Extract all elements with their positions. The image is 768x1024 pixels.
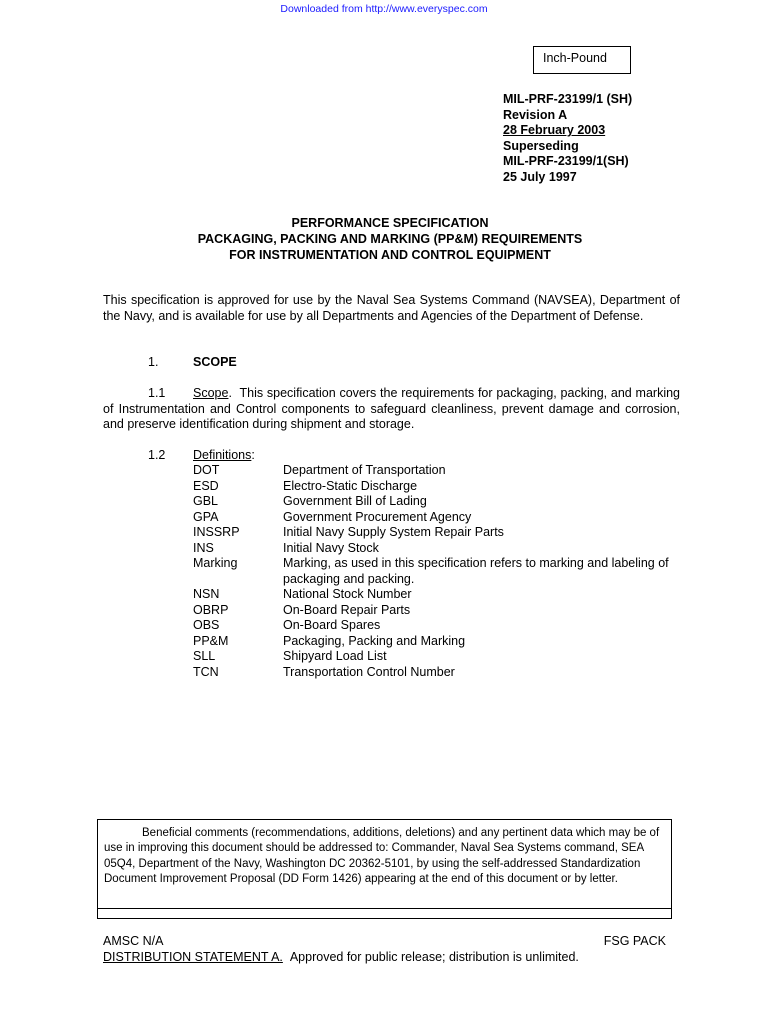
document-identifier [503,92,632,186]
definition-row [193,479,681,495]
definition-term: INSSRP [193,525,240,539]
definition-meaning: On-Board Repair Parts [283,602,411,617]
section-1-1-number: 1.1 [148,386,166,400]
doc-date: 28 February 2003 [503,123,606,138]
definition-row [193,587,681,603]
definition-term: INS [193,540,214,555]
definition-meaning: Marking, as used in this specification refers to marking and labeling of packaging and packing. [283,556,669,586]
definition-row [193,556,681,587]
definition-meaning: Government Bill of Lading [283,494,427,508]
definition-meaning: On-Board Spares [283,618,381,632]
definition-row [193,463,681,479]
definition-meaning: Department of Transportation [283,463,446,477]
definition-term: OBS [193,618,220,632]
section-1-title: SCOPE [193,355,237,369]
definition-row [193,634,681,650]
definition-row [193,618,681,634]
definition-term: Marking [193,556,238,570]
comments-box [97,819,672,919]
unit-system-box: Inch-Pound [533,46,631,74]
definition-row [193,510,681,526]
definition-term: GPA [193,509,219,524]
section-1-1-heading: Scope [193,386,229,400]
definition-term: NSN [193,587,220,601]
definition-meaning: National Stock Number [283,587,412,601]
definition-meaning: Shipyard Load List [283,649,387,663]
definition-row [193,649,681,665]
section-1-number: 1. [148,355,159,369]
definition-meaning: Initial Navy Stock [283,540,379,555]
definition-term: DOT [193,463,220,477]
distribution-statement [103,950,579,964]
download-link[interactable]: Downloaded from http://www.everyspec.com [280,3,488,15]
distribution-label: DISTRIBUTION STATEMENT A. [103,950,283,964]
definition-term: OBRP [193,602,229,617]
doc-number: MIL-PRF-23199/1 (SH) [503,92,633,106]
section-1-2-heading: Definitions: [193,448,255,462]
definition-meaning: Electro-Static Discharge [283,478,418,493]
superseded-doc-date: 25 July 1997 [503,169,577,184]
distribution-text: Approved for public release; distribution is unlimited. [289,950,579,964]
definition-meaning: Transportation Control Number [283,664,455,679]
definition-row [193,665,681,681]
section-1-1-paragraph: Scope. This specification covers the requirements for packaging, packing, and marking of Instrumentation and Control components to safeguard cleanliness, prevent damage and corrosion, and preserve identification during shipment and storage. [103,386,680,432]
definition-row [193,603,681,619]
doc-revision: Revision A [503,107,568,122]
section-1-2-number: 1.2 [148,448,166,462]
definitions-list [193,463,681,680]
section-1-1-text: This specification covers the requirements for packaging, packing, and marking of Instrumentation and Control components to safeguard cleanliness, prevent damage and corrosion, and preserve identification during shipment and storage. [103,386,680,432]
superseded-doc-number: MIL-PRF-23199/1(SH) [503,154,629,169]
definition-row [193,541,681,557]
definition-term: TCN [193,664,219,679]
fsg-label: FSG PACK [603,934,666,948]
definition-term: PP&M [193,633,229,648]
document-title [0,215,768,263]
approval-paragraph: This specification is approved for use by the Naval Sea Systems Command (NAVSEA), Department of the Navy, and is available for use by all Departments and Agencies of the Department of Defense. [103,293,680,323]
definition-row [193,494,681,510]
definition-meaning: Initial Navy Supply System Repair Parts [283,525,504,539]
definition-term: SLL [193,649,216,663]
comments-box-divider [98,908,671,909]
definition-meaning: Government Procurement Agency [283,509,472,524]
definition-term: ESD [193,478,219,493]
title-line-2: PACKAGING, PACKING AND MARKING (PP&M) REQUIREMENTS [197,232,583,246]
title-line-3: FOR INSTRUMENTATION AND CONTROL EQUIPMENT [229,248,551,262]
superseding-label: Superseding [503,138,579,153]
definition-row [193,525,681,541]
amsc-label: AMSC N/A [103,934,164,948]
definition-meaning: Packaging, Packing and Marking [283,633,466,648]
title-line-1: PERFORMANCE SPECIFICATION [291,216,489,230]
definition-term: GBL [193,494,219,508]
comments-text: Beneficial comments (recommendations, additions, deletions) and any pertinent data which may be of use in improving this document should be addressed to: Commander, Naval Sea Systems command, SEA 05Q4, Department of the Navy, Washington DC 20362-5101, by using the self-addressed Standardization Document Improvement Proposal (DD Form 1426) appearing at the end of this document or by letter. [104,827,660,886]
